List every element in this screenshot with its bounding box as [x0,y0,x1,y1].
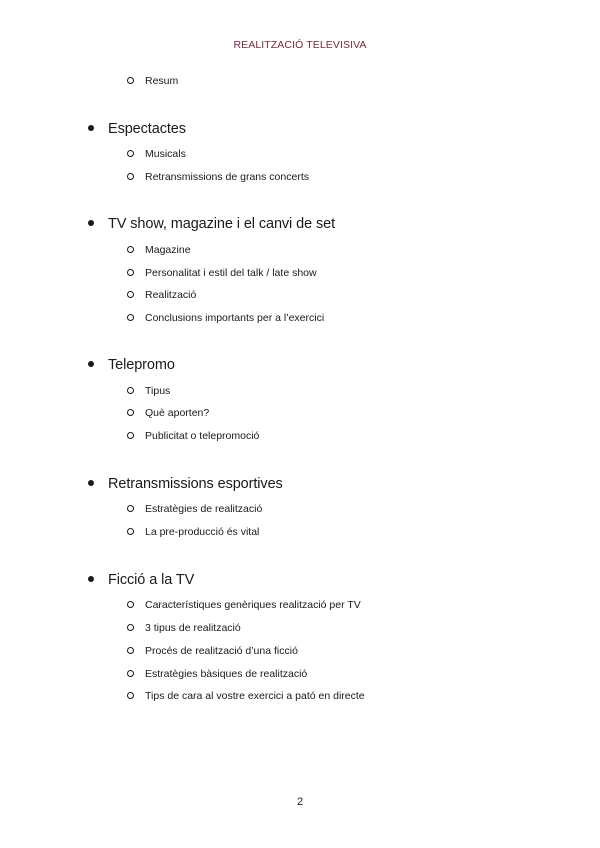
hollow-bullet-icon [127,173,134,180]
hollow-bullet-icon [127,647,134,654]
list-item-label: Realització [145,289,197,301]
hollow-bullet-icon [127,624,134,631]
list-item-label: Retransmissions de grans concerts [145,171,309,183]
list-item-label: Tips de cara al vostre exercici a pató en directe [145,690,365,702]
filled-bullet-icon [88,125,94,131]
hollow-bullet-icon [127,432,134,439]
section-heading-label: Espectactes [108,121,186,137]
list-item-label: 3 tipus de realització [145,622,241,634]
hollow-bullet-icon [127,246,134,253]
hollow-bullet-icon [127,692,134,699]
page-number: 2 [296,796,304,808]
hollow-bullet-icon [127,601,134,608]
hollow-bullet-icon [127,387,134,394]
hollow-bullet-icon [127,269,134,276]
hollow-bullet-icon [127,670,134,677]
list-item-label: Estratègies bàsiques de realització [145,668,308,680]
list-item-label: Magazine [145,244,191,256]
hollow-bullet-icon [127,528,134,535]
list-item-label: Tipus [145,385,171,397]
list-item-label: Característiques genèriques realització per TV [145,599,361,611]
list-item-label: Què aporten? [145,407,210,419]
hollow-bullet-icon [127,77,134,84]
hollow-bullet-icon [127,505,134,512]
filled-bullet-icon [88,480,94,486]
list-item-label: Musicals [145,148,186,160]
section-heading-label: TV show, magazine i el canvi de set [108,216,336,232]
section-heading-label: Ficció a la TV [108,572,195,588]
list-item-label: La pre-producció és vital [145,526,260,538]
filled-bullet-icon [88,220,94,226]
list-item-label: Personalitat i estil del talk / late show [145,267,317,279]
list-item-label: Estratègies de realització [145,503,263,515]
page-header-title: REALITZACIÓ TELEVISIVA [233,39,367,51]
filled-bullet-icon [88,361,94,367]
hollow-bullet-icon [127,150,134,157]
list-item-label: Conclusions importants per a l’exercici [145,312,325,324]
hollow-bullet-icon [127,409,134,416]
list-item-label: Procés de realització d’una ficció [145,645,298,657]
hollow-bullet-icon [127,314,134,321]
list-item-label: Publicitat o telepromoció [145,430,260,442]
filled-bullet-icon [88,576,94,582]
list-item-label: Resum [145,75,179,87]
section-heading-label: Telepromo [108,357,175,373]
section-heading-label: Retransmissions esportives [108,476,283,492]
hollow-bullet-icon [127,291,134,298]
